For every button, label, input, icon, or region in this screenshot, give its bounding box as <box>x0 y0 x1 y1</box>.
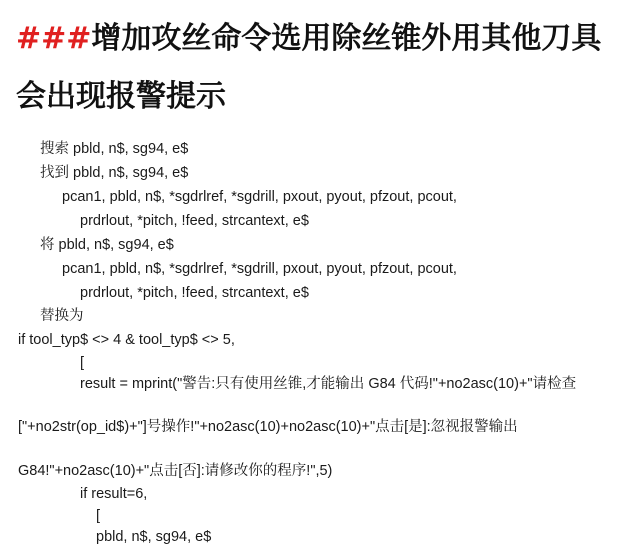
code-line: prdrlout, *pitch, !feed, strcantext, e$ <box>80 213 309 229</box>
title-hash-marks: ### <box>16 21 92 56</box>
code-line: 将 pbld, n$, sg94, e$ <box>40 237 174 253</box>
code-line: prdrlout, *pitch, !feed, strcantext, e$ <box>80 285 309 301</box>
code-line: [ <box>96 508 101 524</box>
title-text: 增加攻丝命令选用除丝锥外用其他刀具会出现报警提示 <box>16 21 602 114</box>
code-line: pcan1, pbld, n$, *sgdrlref, *sgdrill, pxout, pyout, pfzout, pcout, <box>62 261 457 277</box>
code-line: G84!"+no2asc(10)+"点击[否]:请修改你的程序!",5) <box>18 463 333 479</box>
code-line: if tool_typ$ <> 4 & tool_typ$ <> 5, <box>18 332 235 348</box>
code-line: pcan1, pbld, n$, *sgdrlref, *sgdrill, pxout, pyout, pfzout, pcout, <box>62 189 457 205</box>
code-line: if result=6, <box>80 486 148 502</box>
code-line: 搜索 pbld, n$, sg94, e$ <box>40 141 189 157</box>
code-line: pbld, n$, sg94, e$ <box>96 529 212 545</box>
code-line: [ <box>80 355 85 371</box>
page-title <box>16 10 626 126</box>
code-line: 替换为 <box>40 308 84 324</box>
code-line: 找到 pbld, n$, sg94, e$ <box>40 165 189 181</box>
code-line: result = mprint("警告:只有使用丝锥,才能输出 G84 代码!"+no2asc(10)+"请检查 <box>80 376 577 392</box>
code-line: ["+no2str(op_id$)+"]号操作!"+no2asc(10)+no2asc(10)+"点击[是]:忽视报警输出 <box>18 419 518 435</box>
